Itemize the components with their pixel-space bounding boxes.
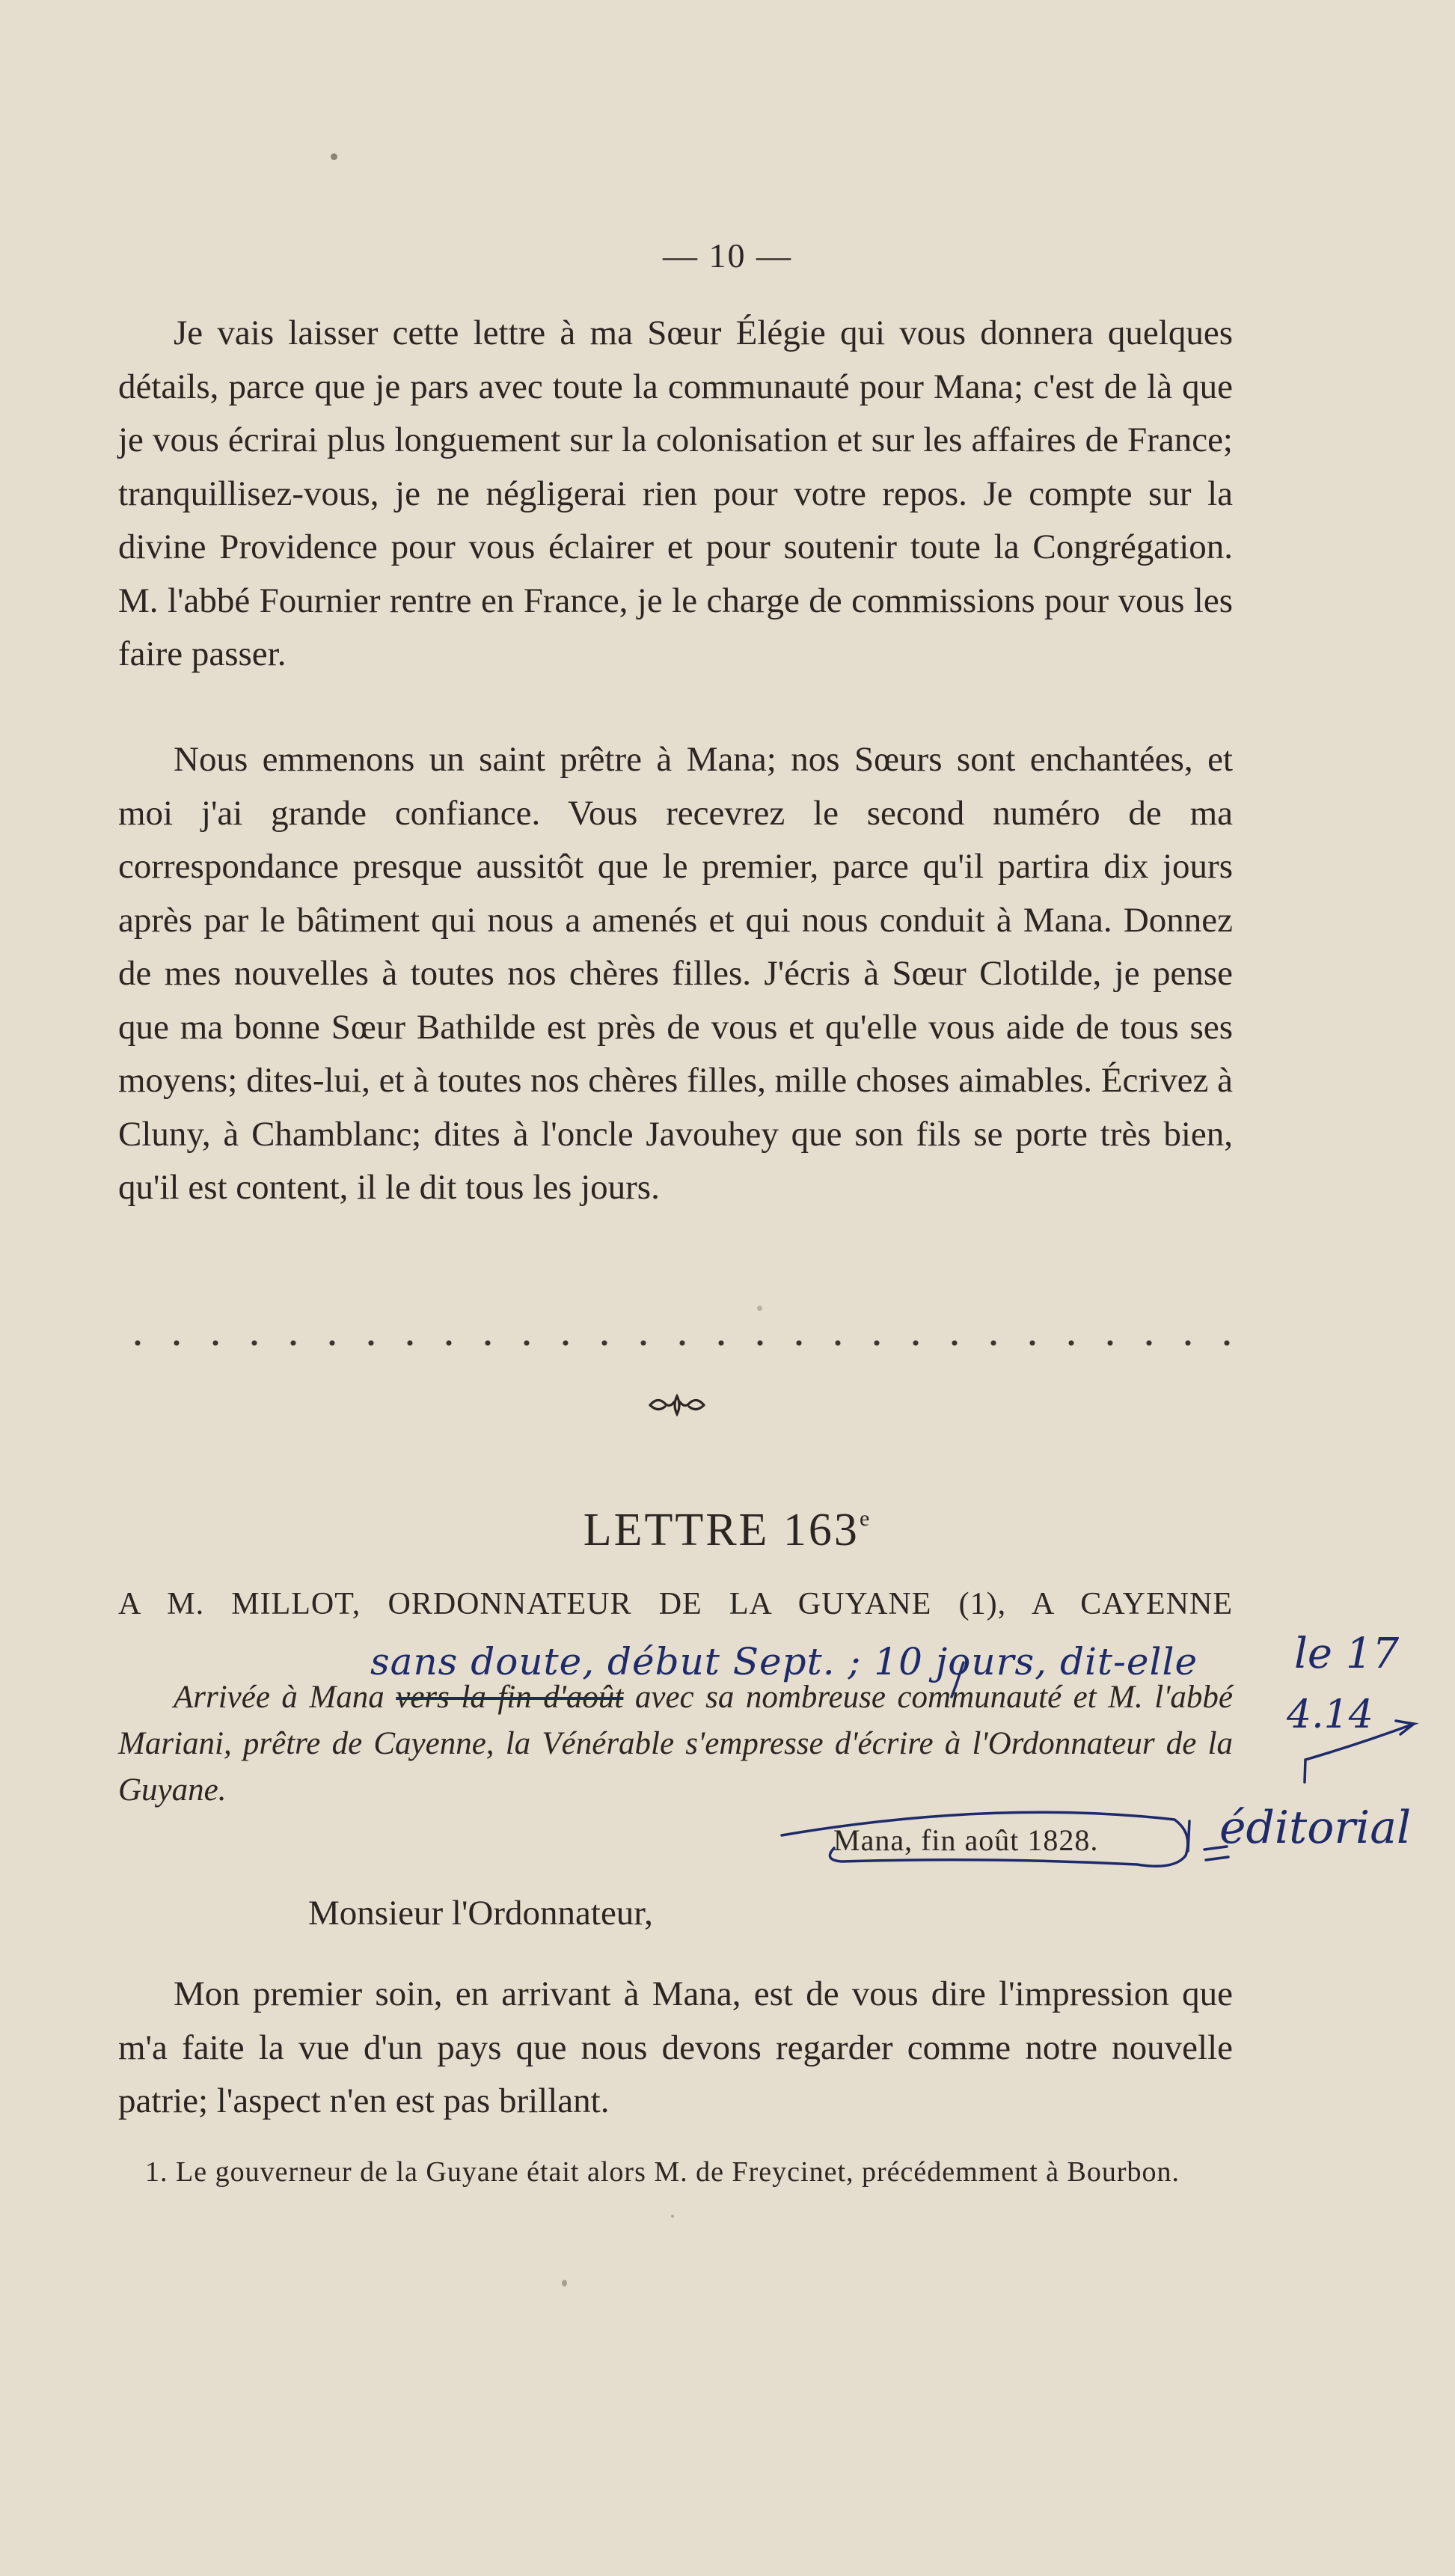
paper-speck: [757, 1306, 762, 1311]
letter-salutation: Monsieur l'Ordonnateur,: [308, 1894, 653, 1933]
struck-out-text: vers la fin d'août: [396, 1680, 624, 1715]
page-number: — 10 —: [663, 236, 792, 275]
handwritten-margin-ref: 4.14: [1287, 1692, 1373, 1737]
paper-speck: [671, 2215, 674, 2218]
paper-speck: [562, 2280, 567, 2286]
letter-body: [118, 1968, 1233, 2129]
letter-number: LETTRE 163: [583, 1505, 860, 1555]
summary-text: avec sa nombreuse communauté et M. l'abbé Mariani, prêtre de Cayenne, la Vénérable s'empresse d'écrire à l'Ordonnateur de la Guyane.: [118, 1680, 1233, 1808]
paragraph: Nous emmenons un saint prêtre à Mana; nos Sœurs sont enchantées, et moi j'ai grande confiance. Vous recevrez le second numéro de ma correspondance presque aussitôt que le premier, parce qu'il partira dix jours après par le bâtiment qui nous a amenés et qui nous conduit à Mana. Donnez de mes nouvelles à toutes nos chères filles. J'écris à Sœur Clotilde, je pense que ma bonne Sœur Bathilde est près de vous et qu'elle vous aide de tous ses moyens; dites-lui, et à toutes nos chères filles, mille choses aimables. Écrivez à Cluny, à Chamblanc; dites à l'oncle Javouhey que son fils se porte très bien, qu'il est content, il le dit tous les jours.: [118, 740, 1233, 1207]
handwritten-insertion: sans doute, début Sept. ; 10 jours, dit-elle: [370, 1640, 1198, 1683]
paragraph: Mon premier soin, en arrivant à Mana, est de vous dire l'impression que m'a faite la vue d'un pays que nous devons regarder comme notre nouvelle patrie; l'aspect n'en est pas brillant.: [118, 1974, 1233, 2120]
letter-continuation: [118, 733, 1233, 1215]
dateline-loop-tail: [1188, 1821, 1189, 1851]
paper-speck: [331, 153, 337, 160]
dotted-ellipsis-line: [118, 1339, 1233, 1347]
footnote: [118, 2153, 1233, 2191]
letter-summary: [118, 1674, 1233, 1814]
fleuron-ornament: [647, 1389, 707, 1422]
letter-dateline: Mana, fin août 1828.: [833, 1823, 1099, 1857]
footnote-text: 1. Le gouverneur de la Guyane était alors M. de Freycinet, précédemment à Bourbon.: [145, 2156, 1180, 2188]
paragraph: Je vais laisser cette lettre à ma Sœur Élégie qui vous donnera quelques détails, parce que je pars avec toute la communauté pour Mana; c'est de là que je vous écrirai plus longuement sur la colonisation et sur les affaires de France; tranquillisez-vous, je ne négligerai rien pour votre repos. Je compte sur la divine Providence pour vous éclairer et pour soutenir toute la Congrégation. M. l'abbé Fournier rentre en France, je le charge de commissions pour vous les faire passer.: [118, 313, 1233, 673]
letter-continuation: [118, 307, 1233, 682]
letter-addressee: A M. MILLOT, ORDONNATEUR DE LA GUYANE (1), A CAYENNE: [118, 1587, 1233, 1621]
handwritten-margin-date: le 17: [1294, 1630, 1400, 1678]
summary-text: Arrivée à Mana: [174, 1680, 396, 1715]
ordinal-suffix: e: [859, 1506, 872, 1531]
letter-heading: [0, 1504, 1455, 1557]
handwritten-margin-note: éditorial: [1219, 1802, 1412, 1854]
